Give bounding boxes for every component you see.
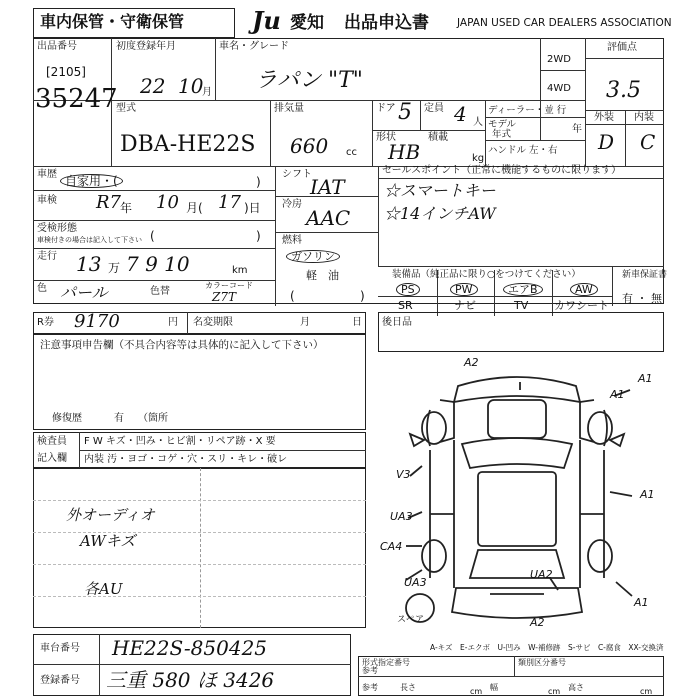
shape-label: 形状: [376, 132, 396, 143]
note-3: 各AU: [84, 580, 123, 598]
mileage-km: km: [232, 265, 248, 276]
mark-ua3-rear: UA3: [404, 576, 427, 589]
recycle-label: R券: [37, 317, 54, 328]
inspection-era: R7: [96, 192, 122, 213]
spare-label: スペア: [397, 615, 425, 625]
org-name: 愛知: [290, 13, 324, 33]
first-reg-label: 初度登録年月: [116, 41, 176, 52]
inspection-day: 17: [218, 192, 241, 213]
repair-yes: 有: [114, 413, 124, 424]
recycle-value: 9170: [74, 311, 120, 332]
capacity-label: 定員: [424, 103, 444, 114]
interior-grade: C: [640, 130, 656, 154]
divider: [585, 58, 664, 59]
divider: [514, 656, 515, 676]
loadage-label: 積載: [428, 132, 448, 143]
lot-no-label: 出品番号: [37, 41, 77, 52]
spec-width: 幅: [490, 683, 498, 692]
color-label: 色: [37, 283, 47, 294]
shape-value: HB: [388, 140, 421, 164]
exterior-grade: D: [598, 130, 615, 154]
equip-ps: PS: [396, 283, 420, 296]
mileage-man: 13: [76, 252, 102, 276]
door-label: ドア: [376, 103, 396, 114]
fuel-close: ): [360, 289, 365, 303]
mark-v3: V3: [396, 468, 411, 481]
shift-value: IAT: [310, 175, 345, 199]
inspection-month: 10: [156, 192, 179, 213]
receive-open: (: [150, 229, 155, 243]
inspection-month-unit: 月(: [186, 201, 203, 215]
color-code-label: カラーコード: [205, 281, 253, 290]
divider: [275, 166, 276, 306]
shift-label: シフト: [282, 169, 312, 180]
equip-airbag: エアB: [503, 283, 543, 296]
receive-note: 車検付きの場合は記入して下さい: [37, 236, 142, 244]
reg-value: 三重 580 ほ 3426: [106, 668, 275, 692]
divider: [79, 450, 366, 451]
reg-no-label: 登録番号: [40, 675, 80, 686]
year-suffix: 年: [572, 124, 582, 135]
emission-label: 名変期限: [193, 317, 233, 328]
car-name-label: 車名・グレード: [219, 41, 289, 52]
model-year-label: モデル: [488, 119, 517, 130]
mark-a1-bumper: A1: [610, 388, 625, 401]
fuel-label: 燃料: [282, 235, 302, 246]
history-value: 自家用・(: [60, 174, 123, 188]
rear-items-label: 後日品: [382, 317, 412, 328]
mark-a1-front-right: A1: [638, 372, 653, 385]
divider: [485, 117, 585, 118]
warranty-label: 新車保証書: [622, 270, 668, 280]
spec-length: 長さ: [400, 683, 416, 692]
inspector-label: 検査員: [37, 436, 67, 447]
divider: [585, 124, 664, 125]
kg-label: kg: [472, 153, 485, 164]
fuel-diesel: 軽 油: [306, 269, 339, 282]
divider: [33, 500, 366, 501]
chassis-label: 車台番号: [40, 643, 80, 654]
logo-mark: Ju: [252, 6, 281, 35]
receive-label: 受検形態: [37, 223, 77, 234]
divider: [420, 100, 421, 130]
equipment-label: 装備品（純正品に限り○をつけてください）: [392, 269, 581, 280]
color-code: Z7T: [212, 290, 236, 304]
mark-ca4: CA4: [380, 540, 403, 553]
mileage-man-unit: 万: [108, 261, 121, 275]
handle-label: ハンドル 左・右: [488, 145, 558, 156]
divider: [215, 38, 216, 100]
divider: [612, 266, 613, 306]
door-value: 5: [398, 100, 412, 125]
displacement-value: 660: [290, 134, 329, 158]
divider: [33, 190, 275, 191]
exterior-label: 外装: [594, 112, 614, 123]
sales-point-1: ☆スマートキー: [384, 181, 496, 200]
mark-a2-rear: A2: [530, 616, 545, 629]
inspector-label-2: 記入欄: [37, 453, 67, 464]
mark-ua2: UA2: [530, 568, 553, 581]
lot-code: [2105]: [46, 65, 86, 79]
check-fw: F W キズ・凹み・ヒビ割・リペア跡・X 要: [84, 436, 276, 447]
divider: [33, 596, 366, 597]
check-interior: 内装 汚・ヨゴ・コゲ・穴・スリ・キレ・破レ: [84, 454, 288, 465]
shift-note: 冷房: [282, 199, 302, 210]
model-label: 型式: [116, 103, 136, 114]
note-2: AWキズ: [80, 532, 136, 550]
fuel-open: (: [290, 289, 295, 303]
car-name: ラパン "T": [255, 68, 363, 93]
history-close: ): [256, 175, 261, 189]
divider: [200, 468, 201, 628]
fuel-gas: ガソリン: [286, 250, 340, 263]
reg-year: 22: [140, 74, 166, 98]
spec-cm-3: cm: [640, 687, 653, 696]
equip-navi: ナビ: [454, 299, 476, 312]
divider: [33, 248, 275, 249]
form-title: 出品申込書: [344, 13, 429, 33]
spec-cm-2: cm: [548, 687, 561, 696]
rating-label: 評価点: [607, 42, 637, 53]
rating-value: 3.5: [606, 78, 641, 103]
divider: [378, 266, 664, 267]
divider: [270, 100, 271, 166]
history-label: 車歴: [37, 169, 57, 180]
spec-label-1: 形式指定番号: [362, 658, 410, 667]
mark-a1-right: A1: [640, 488, 655, 501]
recycle-yen: 円: [168, 317, 178, 328]
equip-seat: カワシート: [554, 299, 609, 312]
cc-label: cc: [346, 147, 357, 158]
emission-month: 月: [300, 317, 310, 328]
divider: [187, 312, 188, 334]
mileage-rest: 7 9 10: [126, 252, 190, 276]
divider: [372, 100, 373, 166]
spec-label-3: 参考: [362, 666, 378, 675]
storage-label: 車内保管・守衛保管: [40, 12, 185, 31]
spec-cm-1: cm: [470, 687, 483, 696]
equip-tv: TV: [514, 299, 529, 312]
divider: [540, 38, 541, 140]
displacement-label: 排気量: [274, 103, 304, 114]
inspection-year-unit: 年: [120, 201, 133, 215]
warranty-options: 有 ・ 無: [622, 292, 662, 305]
sales-point-2: ☆14インチAW: [384, 204, 496, 223]
drive-2wd: 2WD: [547, 54, 571, 65]
divider: [378, 296, 612, 297]
association-name: JAPAN USED CAR DEALERS ASSOCIATION: [457, 17, 672, 29]
emission-day: 日: [352, 317, 362, 328]
capacity-value: 4: [454, 102, 467, 126]
divider: [625, 110, 626, 166]
dealer-label: ディーラー・並 行: [488, 105, 567, 116]
divider: [99, 634, 100, 696]
mileage-label: 走行: [37, 251, 57, 262]
repair-label: 修復歴: [52, 413, 82, 424]
mark-ua3-left: UA3: [390, 510, 413, 523]
divider: [485, 140, 585, 141]
chassis-value: HE22S-850425: [112, 636, 268, 660]
color-change-label: 色替: [150, 286, 170, 297]
divider: [540, 70, 585, 71]
divider: [275, 232, 378, 233]
divider: [358, 676, 664, 677]
drive-4wd: 4WD: [547, 83, 571, 94]
model-year-label-2: 年式: [492, 129, 512, 140]
mark-a1-rear-right: A1: [634, 596, 649, 609]
color-value: パール: [60, 283, 108, 302]
interior-label: 内装: [634, 112, 654, 123]
note-1: 外オーディオ: [66, 506, 155, 524]
lot-number: 35247: [35, 84, 118, 114]
inspection-day-unit: )日: [244, 201, 261, 215]
reg-month: 10: [178, 74, 204, 98]
equip-pw: PW: [450, 283, 478, 296]
reg-month-unit: 月: [202, 87, 212, 98]
divider: [33, 564, 366, 565]
divider: [378, 166, 379, 266]
divider: [485, 100, 486, 166]
divider: [111, 100, 585, 101]
inspection-label: 車検: [37, 195, 57, 206]
rear-items-box: [378, 312, 664, 352]
divider: [33, 664, 351, 665]
damage-legend: A-キズ E-エクボ U-凹み W-補修跡 S-サビ C-腐食 XX-交換済: [430, 643, 664, 652]
spec-label-2: 類別区分番号: [518, 658, 566, 667]
equip-aw: AW: [570, 283, 598, 296]
divider: [33, 220, 275, 221]
spec-ref: 参考: [362, 683, 378, 692]
spec-height: 高さ: [568, 683, 584, 692]
cooling-value: AAC: [306, 206, 351, 230]
divider: [378, 178, 664, 179]
divider: [372, 130, 485, 131]
mark-a2-front: A2: [464, 356, 479, 369]
capacity-unit: 人: [473, 117, 483, 128]
sales-point-label: セールスポイント（正常に機能するものに限ります）: [382, 165, 622, 176]
receive-close: ): [256, 229, 261, 243]
equip-sr: SR: [398, 299, 413, 312]
repair-place: （箇所: [138, 413, 168, 424]
notes-label: 注意事項申告欄（不具合内容等は具体的に記入して下さい）: [40, 339, 324, 351]
model-value: DBA-HE22S: [120, 132, 256, 157]
car-damage-diagram: [370, 350, 664, 655]
